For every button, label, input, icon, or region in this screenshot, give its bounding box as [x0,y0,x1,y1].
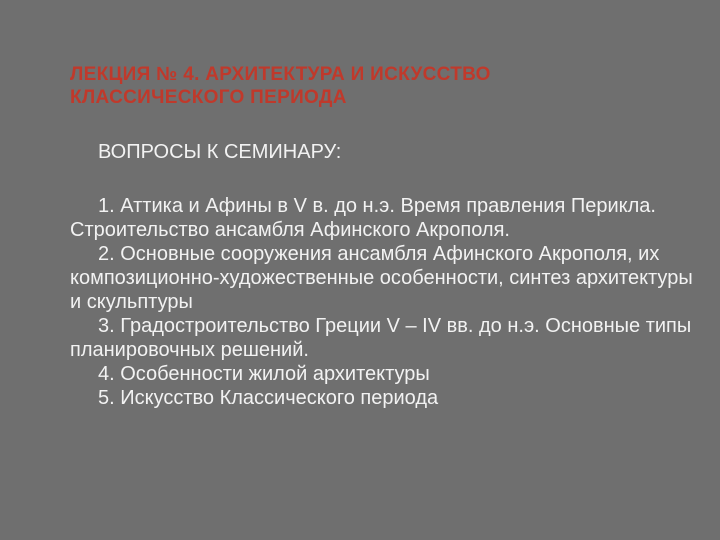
slide-body [70,140,700,410]
slide-title-line-1: ЛЕКЦИЯ № 4. АРХИТЕКТУРА И ИСКУССТВО [70,64,491,85]
question-item-3: 3. Градостроительство Греции V – IV вв. до н.э. Основные типы планировочных решений. [70,315,692,361]
question-item-2: 2. Основные сооружения ансамбля Афинского Акрополя, их композиционно-художественные особенности, синтез архитектуры и скульптуры [70,243,693,313]
questions-list [70,194,700,410]
question-item-5: 5. Искусство Классического периода [98,387,439,409]
seminar-questions-heading: ВОПРОСЫ К СЕМИНАРУ: [98,141,342,163]
slide-title [70,63,690,109]
slide-title-line-2: КЛАССИЧЕСКОГО ПЕРИОДА [70,87,347,108]
question-item-1: 1. Аттика и Афины в V в. до н.э. Время правления Перикла. Строительство ансамбля Афинского Акрополя. [70,195,656,241]
question-item-4: 4. Особенности жилой архитектуры [98,363,430,385]
